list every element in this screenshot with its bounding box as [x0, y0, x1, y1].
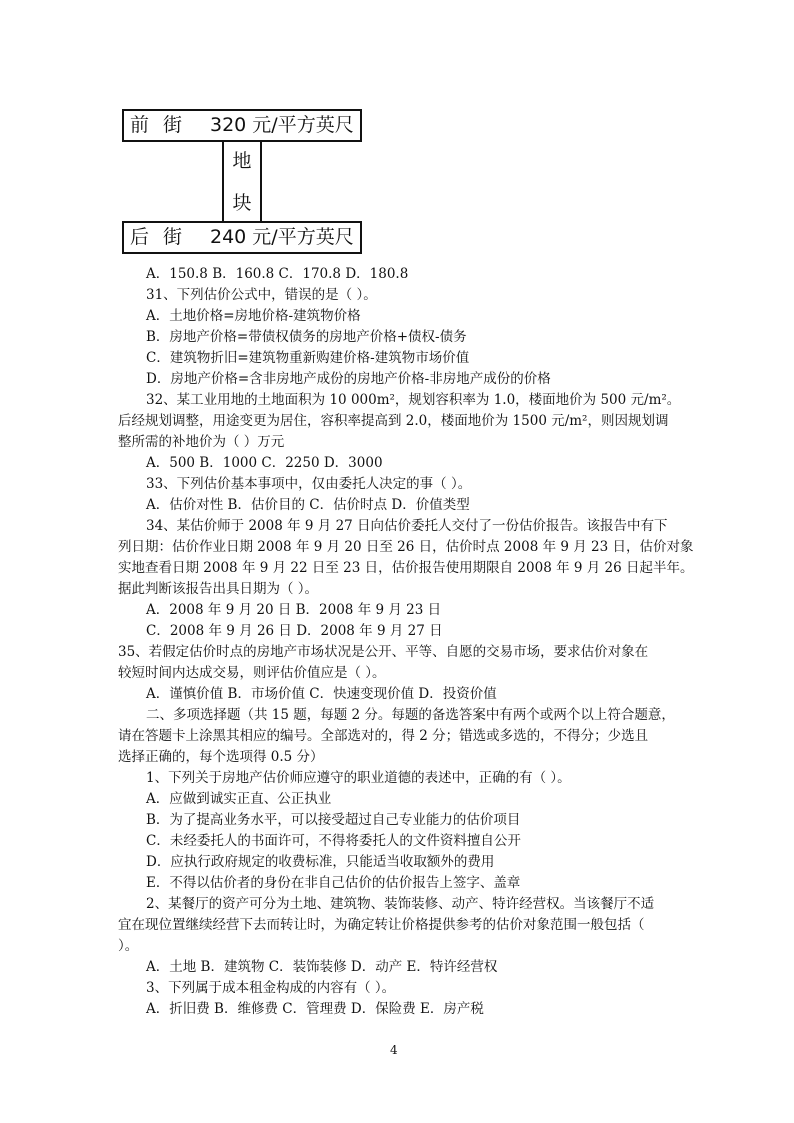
- mq1-option-a: A．应做到诚实正直、公正执业: [146, 791, 332, 807]
- front-street-price: 320 元/平方英尺: [210, 114, 354, 136]
- q35-options: A．谨慎价值 B．市场价值 C．快速变现价值 D．投资价值: [146, 686, 497, 702]
- q33-options: A．估价对性 B．估价目的 C．估价时点 D．价值类型: [146, 497, 470, 513]
- mq3-options: A．折旧费 B．维修费 C．管理费 D．保险费 E．房产税: [146, 1001, 484, 1017]
- mq1-option-d: D．应执行政府规定的收费标准，只能适当收取额外的费用: [146, 854, 495, 870]
- q33-stem: 33、下列估价基本事项中，仅由委托人决定的事（ ）。: [146, 476, 472, 492]
- q35-stem-2: 较短时间内达成交易，则评估价值应是（ ）。: [118, 665, 386, 681]
- q35-stem-1: 35、若假定估价时点的房地产市场状况是公开、平等、自愿的交易市场，要求估价对象在: [118, 644, 649, 660]
- plot-char-2: 块: [232, 192, 252, 214]
- mq1-stem: 1、下列关于房地产估价师应遵守的职业道德的表述中，正确的有（ ）。: [146, 770, 571, 786]
- back-street-price: 240 元/平方英尺: [210, 226, 354, 248]
- front-street-label: 前 街: [130, 114, 187, 136]
- mq1-option-c: C．未经委托人的书面许可，不得将委托人的文件资料擅自公开: [146, 833, 521, 849]
- plot-box: [222, 140, 262, 223]
- q31-option-b: B．房地产价格=带债权债务的房地产价格+债权-债务: [146, 329, 467, 345]
- q34-options-ab: A．2008 年 9 月 20 日 B．2008 年 9 月 23 日: [146, 602, 442, 618]
- mq2-options: A．土地 B．建筑物 C．装饰装修 D．动产 E．特许经营权: [146, 959, 498, 975]
- q31-option-c: C．建筑物折旧=建筑物重新购建价格-建筑物市场价值: [146, 350, 470, 366]
- mq3-stem: 3、下列属于成本租金构成的内容有（ ）。: [146, 980, 396, 996]
- section2-heading-1: 二、多项选择题（共 15 题，每题 2 分。每题的备选答案中有两个或两个以上符合题意，: [146, 707, 675, 723]
- q31-stem: 31、下列估价公式中，错误的是（ ）。: [146, 287, 377, 303]
- q31-option-d: D．房地产价格=含非房地产成份的房地产价格-非房地产成份的价格: [146, 371, 551, 387]
- q32-stem-1: 32、某工业用地的土地面积为 10 000m²，规划容积率为 1.0，楼面地价为 500 元/m²。: [146, 392, 681, 408]
- q30-options: A．150.8 B．160.8 C．170.8 D．180.8: [146, 266, 409, 282]
- section2-heading-2: 请在答题卡上涂黑其相应的编号。全部选对的，得 2 分；错选或多选的，不得分；少选且: [118, 728, 649, 744]
- page-number: 4: [390, 1043, 398, 1057]
- mq1-option-b: B．为了提高业务水平，可以接受超过自己专业能力的估价项目: [146, 812, 521, 828]
- q32-stem-3: 整所需的补地价为（ ）万元: [118, 434, 285, 450]
- section2-heading-3: 选择正确的，每个选项得 0.5 分）: [118, 749, 324, 765]
- q32-options: A．500 B．1000 C．2250 D．3000: [146, 455, 383, 471]
- mq1-option-e: E．不得以估价者的身份在非自己估价的估价报告上签字、盖章: [146, 875, 521, 891]
- q31-option-a: A．土地价格=房地价格-建筑物价格: [146, 308, 361, 324]
- back-street-box: [122, 221, 362, 254]
- q34-stem-2: 列日期：估价作业日期 2008 年 9 月 20 日至 26 日，估价时点 2008 年 9 月 23 日，估价对象: [118, 539, 694, 555]
- street-plot-diagram: [122, 103, 364, 255]
- mq2-stem-1: 2、某餐厅的资产可分为土地、建筑物、装饰装修、动产、特许经营权。当该餐厅不适: [146, 896, 655, 912]
- mq2-stem-2: 宜在现位置继续经营下去而转让时，为确定转让价格提供参考的估价对象范围一般包括（: [118, 917, 645, 933]
- q34-options-cd: C．2008 年 9 月 26 日 D．2008 年 9 月 27 日: [146, 623, 443, 639]
- q34-stem-4: 据此判断该报告出具日期为（ ）。: [118, 581, 319, 597]
- plot-char-1: 地: [232, 150, 252, 172]
- front-street-box: [122, 109, 362, 142]
- back-street-label: 后 街: [130, 226, 187, 248]
- q32-stem-2: 后经规划调整，用途变更为居住，容积率提高到 2.0，楼面地价为 1500 元/m²，则因规划调: [118, 413, 669, 429]
- mq2-stem-3: ）。: [118, 938, 139, 954]
- q34-stem-3: 实地查看日期 2008 年 9 月 22 日至 23 日，估价报告使用期限自 2008 年 9 月 26 日起半年。: [118, 560, 694, 576]
- q34-stem-1: 34、某估价师于 2008 年 9 月 27 日向估价委托人交付了一份估价报告。该报告中有下: [146, 518, 668, 534]
